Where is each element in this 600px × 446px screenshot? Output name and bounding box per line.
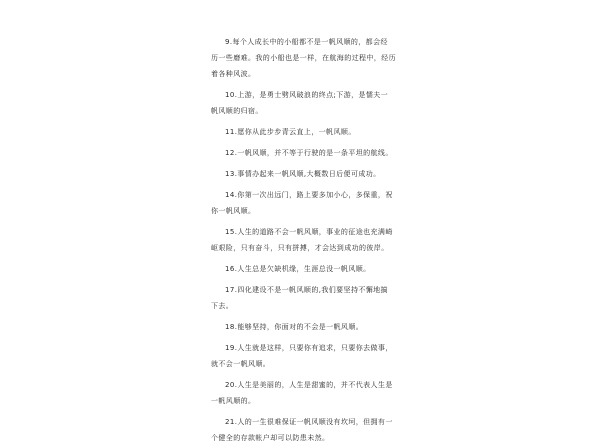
sentence-line: 着各种风波。 [211, 70, 256, 78]
sentence-item [211, 414, 393, 446]
sentence-line: 11.愿你从此步步青云直上，一帆风顺。 [225, 128, 356, 136]
sentence-item [211, 282, 388, 314]
sentence-line: 12.一帆风顺，并不等于行驶的是一条平坦的航线。 [225, 149, 393, 157]
sentence-line: 就不会一帆风顺。 [211, 360, 271, 368]
sentence-line: 20.人生是美丽的，人生是甜蜜的，并不代表人生是 [225, 381, 393, 389]
sentence-line: 15.人生的道路不会一帆风顺，事业的征途也充满崎 [225, 228, 393, 236]
sentence-item [211, 224, 393, 256]
sentence-line: 16.人生总是欠缺机缘，生涯总没一帆风顺。 [225, 265, 371, 273]
sentence-line: 岖艰险，只有奋斗，只有拼搏，才会达到成功的彼岸。 [211, 244, 389, 252]
sentence-line: 13.事情办起来一帆风顺,大概数日后便可成功。 [225, 170, 381, 178]
sentence-item [225, 319, 385, 335]
sentence-item [211, 377, 393, 409]
sentence-line: 18.能够坚持，你面对的不会是一帆风顺。 [225, 323, 364, 331]
sentence-line: 10.上游，是勇士劈风破浪的终点;下游，是懦夫一 [225, 91, 389, 99]
sentence-line: 21.人的一生很难保证一帆风顺没有坎坷，但拥有一 [225, 418, 393, 426]
sentence-line: 一帆风顺的。 [211, 397, 256, 405]
sentence-item [211, 87, 389, 119]
sentence-line: 14.你第一次出远门，路上要多加小心，多保重，祝 [225, 191, 393, 199]
sentence-item [211, 34, 396, 82]
sentence-item [225, 261, 385, 277]
sentence-line: 历一些磨难。我的小船也是一样，在航海的过程中，经历 [211, 54, 396, 62]
sentence-item [211, 340, 393, 372]
sentence-line: 下去。 [211, 302, 234, 310]
sentence-item [225, 124, 385, 140]
sentence-line: 你一帆风顺。 [211, 207, 256, 215]
sentence-line: 19.人生就是这样，只要你有追求，只要你去做事， [225, 344, 393, 352]
sentence-item [211, 187, 393, 219]
sentence-line: 个健全的存款帐户却可以防患未然。 [211, 434, 330, 442]
sentence-list [211, 34, 396, 446]
sentence-item [225, 145, 393, 161]
sentence-line: 帆风顺的归宿。 [211, 107, 263, 115]
sentence-line: 9.每个人成长中的小船都不是一帆风顺的，都会经 [225, 38, 388, 46]
sentence-item [225, 166, 385, 182]
sentence-line: 17.四化建设不是一帆风顺的,我们要坚持不懈地搞 [225, 286, 388, 294]
